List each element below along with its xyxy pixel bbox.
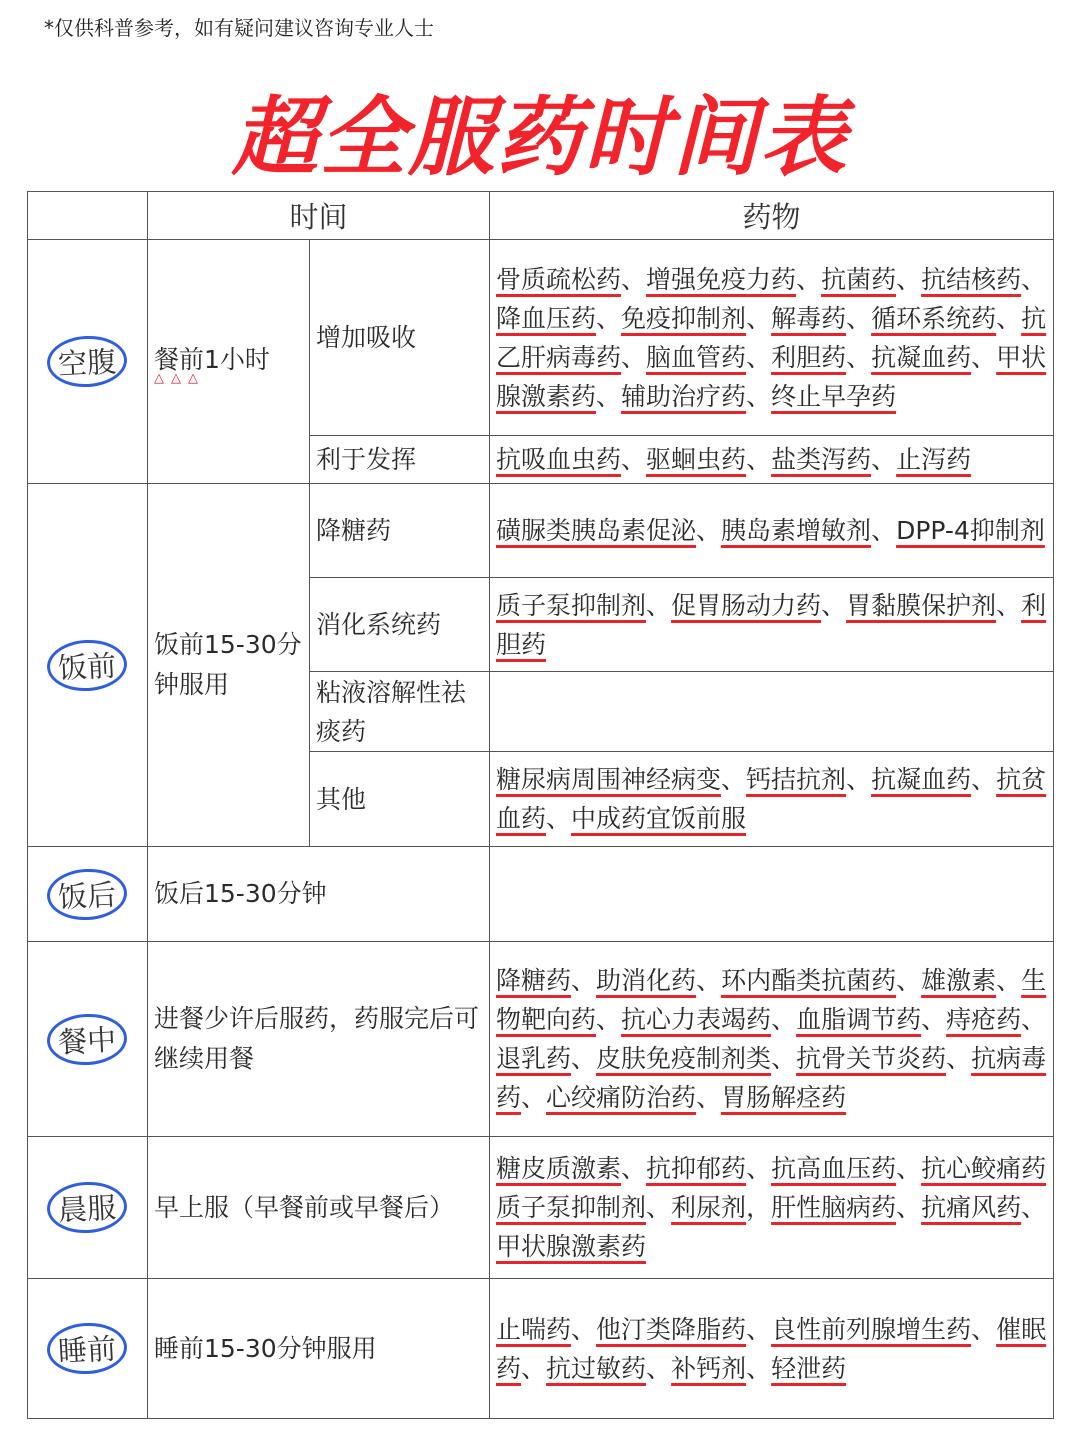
circled-label: 睡前 — [46, 1321, 129, 1376]
drug-item: 胃肠解痉药 — [721, 1083, 847, 1112]
sub-category: 利于发挥 — [310, 436, 490, 484]
drug-item: 降血压药 — [496, 303, 597, 333]
drug-item: 止泻药 — [896, 445, 972, 474]
drug-item: 抗结核药 — [921, 264, 1022, 294]
header-blank — [28, 192, 148, 240]
drug-item: 解毒药 — [771, 303, 847, 333]
drug-list — [490, 672, 1054, 752]
drug-item: 盐类泻药 — [771, 445, 872, 474]
table-row — [28, 847, 1054, 942]
drug-item: 雄激素 — [921, 966, 997, 995]
group-label-cell — [28, 942, 148, 1137]
group-label-cell — [28, 1137, 148, 1279]
header-drugs: 药物 — [490, 192, 1054, 240]
drug-item: 质子泵抑制剂 — [496, 590, 647, 620]
drug-item: 抗病毒药 — [496, 1044, 1047, 1112]
sub-category: 降糖药 — [310, 484, 490, 578]
drug-item: 催眠药 — [496, 1314, 1047, 1383]
drug-item: 钙拮抗剂 — [746, 765, 847, 794]
drug-item: 甲状腺激素药 — [496, 1232, 647, 1261]
table-row — [28, 240, 1054, 436]
drug-item: 降糖药 — [496, 966, 572, 995]
drug-item: 抗过敏药 — [546, 1353, 647, 1383]
drug-item: 痔疮药 — [946, 1005, 1022, 1034]
group-label-cell — [28, 1279, 148, 1419]
drug-item: 环内酯类抗菌药 — [721, 966, 897, 995]
drug-item: 抗乙肝病毒药 — [496, 303, 1047, 372]
drug-list: 止喘药、他汀类降脂药、良性前列腺增生药、催眠药、抗过敏药、补钙剂、轻泄药 — [490, 1279, 1054, 1419]
drug-item: 肝性脑病药 — [771, 1193, 897, 1222]
drug-item: 抗抑郁药 — [646, 1154, 747, 1183]
time-cell — [148, 240, 310, 484]
drug-list: 降糖药、助消化药、环内酯类抗菌药、雄激素、生物靶向药、抗心力表竭药、血脂调节药、痔疮药、退乳药、皮肤免疫制剂类、抗骨关节炎药、抗病毒药、心绞痛防治药、胃肠解痉药 — [490, 942, 1054, 1137]
disclaimer: *仅供科普参考，如有疑问建议咨询专业人士 — [44, 16, 434, 40]
time-cell — [148, 484, 310, 847]
drug-item: 利胆药 — [496, 590, 1047, 659]
drug-item: 补钙剂 — [671, 1353, 747, 1383]
time-text: 饭后15-30分钟 — [154, 879, 327, 908]
drug-item: 增强免疫力药 — [646, 264, 797, 294]
drug-item: 循环系统药 — [871, 303, 997, 333]
time-text: 进餐少许后服药，药服完后可继续用餐 — [154, 1004, 480, 1073]
drug-item: 良性前列腺增生药 — [771, 1314, 972, 1344]
circled-label: 餐中 — [46, 1011, 129, 1066]
drug-item: 抗吸血虫药 — [496, 445, 622, 474]
circled-label: 饭后 — [46, 866, 129, 921]
time-cell — [148, 1137, 490, 1279]
drug-item: 脑血管药 — [646, 342, 747, 372]
drug-item: 胃黏膜保护剂 — [846, 590, 997, 620]
medication-table — [27, 191, 1054, 1419]
drug-item: 糖尿病周围神经病变 — [496, 765, 722, 794]
drug-list: 骨质疏松药、增强免疫力药、抗菌药、抗结核药、降血压药、免疫抑制剂、解毒药、循环系统药、抗乙肝病毒药、脑血管药、利胆药、抗凝血药、甲状腺激素药、辅助治疗药、终止早孕药 — [490, 240, 1054, 436]
drug-item: 中成药宜饭前服 — [571, 804, 747, 833]
sub-category: 消化系统药 — [310, 578, 490, 672]
time-text: 睡前15-30分钟服用 — [154, 1333, 377, 1363]
drug-item: 骨质疏松药 — [496, 264, 622, 294]
drug-item: 抗贫血药 — [496, 765, 1047, 833]
drug-item: 辅助治疗药 — [621, 381, 747, 411]
drug-list: 质子泵抑制剂、促胃肠动力药、胃黏膜保护剂、利胆药 — [490, 578, 1054, 672]
drug-item: 抗骨关节炎药 — [796, 1044, 947, 1073]
table-header-row — [28, 192, 1054, 240]
drug-item: 驱蛔虫药 — [646, 445, 747, 474]
circled-label: 饭前 — [46, 637, 129, 692]
drug-item: 生物靶向药 — [496, 966, 1047, 1034]
group-label-cell — [28, 240, 148, 484]
drug-item: 抗高血压药 — [771, 1154, 897, 1183]
sub-category: 增加吸收 — [310, 240, 490, 436]
group-label-cell — [28, 847, 148, 942]
drug-item: 磺脲类胰岛素促泌 — [496, 516, 697, 545]
drug-item: 抗心鲛痛药质子泵抑制剂 — [496, 1154, 1047, 1222]
drug-list: 糖皮质激素、抗抑郁药、抗高血压药、抗心鲛痛药质子泵抑制剂、利尿剂，肝性脑病药、抗痛风药、甲状腺激素药 — [490, 1137, 1054, 1279]
table-row — [28, 484, 1054, 578]
drug-item: 利尿剂 — [671, 1193, 747, 1222]
drug-list: 抗吸血虫药、驱蛔虫药、盐类泻药、止泻药 — [490, 436, 1054, 484]
drug-item: 抗痛风药 — [921, 1193, 1022, 1222]
drug-item: 皮肤免疫制剂类 — [596, 1044, 772, 1073]
sub-category: 粘液溶解性祛痰药 — [310, 672, 490, 752]
drug-item: 利胆药 — [771, 342, 847, 372]
time-cell — [148, 847, 490, 942]
drug-item: 终止早孕药 — [771, 381, 897, 411]
header-time: 时间 — [148, 192, 490, 240]
drug-item: 抗菌药 — [821, 264, 897, 294]
time-text: 饭前15-30分钟服用 — [154, 630, 302, 699]
group-label-cell — [28, 484, 148, 847]
sub-category: 其他 — [310, 752, 490, 847]
table-row — [28, 942, 1054, 1137]
circled-label: 空腹 — [46, 334, 129, 389]
drug-item: 他汀类降脂药 — [596, 1314, 747, 1344]
drug-list: 磺脲类胰岛素促泌、胰岛素增敏剂、DPP-4抑制剂 — [490, 484, 1054, 578]
drug-item: 免疫抑制剂 — [621, 303, 747, 333]
drug-item: 胰岛素增敏剂 — [721, 516, 872, 545]
time-cell — [148, 942, 490, 1137]
time-text: 早上服（早餐前或早餐后） — [154, 1192, 455, 1222]
drug-item: 退乳药 — [496, 1044, 572, 1073]
drug-list: 糖尿病周围神经病变、钙拮抗剂、抗凝血药、抗贫血药、中成药宜饭前服 — [490, 752, 1054, 847]
drug-item: 轻泄药 — [771, 1353, 847, 1383]
drug-item: 助消化药 — [596, 966, 697, 995]
table-row — [28, 1137, 1054, 1279]
drug-item: DPP-4抑制剂 — [896, 516, 1045, 545]
circled-label: 晨服 — [46, 1180, 129, 1235]
time-cell — [148, 1279, 490, 1419]
drug-item: 止喘药 — [496, 1314, 572, 1344]
drug-item: 促胃肠动力药 — [671, 590, 822, 620]
drug-item: 抗凝血药 — [871, 765, 972, 794]
drug-item: 甲状腺激素药 — [496, 342, 1047, 411]
drug-item: 糖皮质激素 — [496, 1154, 622, 1183]
page-title: 超全服药时间表 — [232, 88, 848, 188]
time-text: 餐前1小时 — [154, 344, 270, 374]
triangle-marks: △△△ — [154, 370, 205, 386]
drug-item: 抗心力表竭药 — [621, 1005, 772, 1034]
table-row — [28, 1279, 1054, 1419]
drug-item: 心绞痛防治药 — [546, 1083, 697, 1112]
drug-item: 血脂调节药 — [796, 1005, 922, 1034]
drug-list — [490, 847, 1054, 942]
drug-item: 抗凝血药 — [871, 342, 972, 372]
